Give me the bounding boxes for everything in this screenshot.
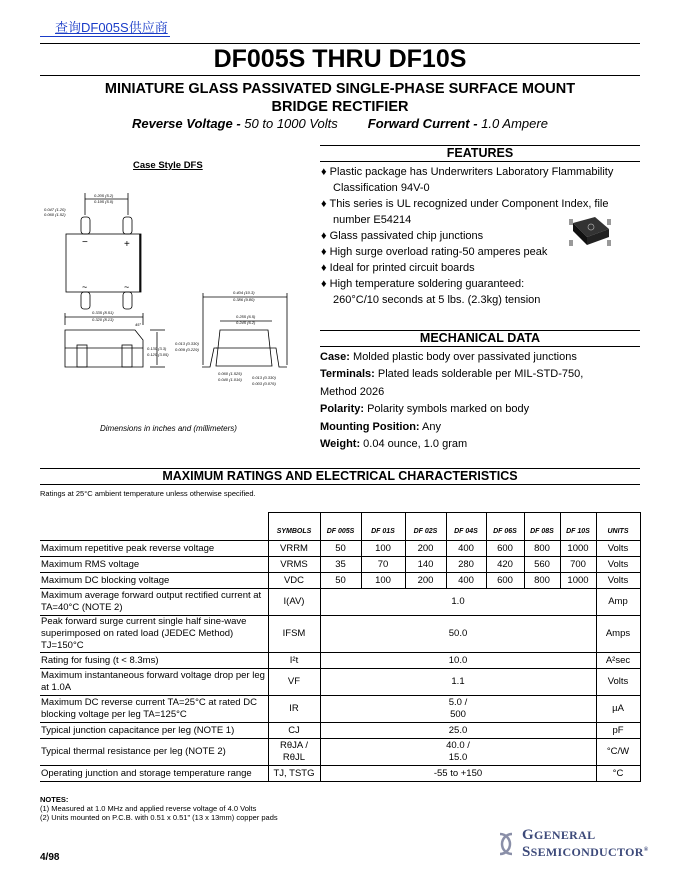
cell-text: 10.0 <box>448 654 468 666</box>
cell-text: 200 <box>417 574 434 586</box>
table-cell <box>446 557 486 573</box>
table-cell <box>40 723 268 739</box>
table-cell <box>40 589 268 616</box>
table-row <box>40 696 640 723</box>
dim-text: 0.335 (8.51) <box>92 310 114 315</box>
col-symbols: SYMBOLS <box>268 513 320 541</box>
ac-terminal: ~ <box>124 282 130 292</box>
table-cell <box>268 723 320 739</box>
table-cell <box>361 541 405 557</box>
feature-item: ♦ Glass passivated chip junctions <box>321 230 484 242</box>
cell-text: 40.0 / 15.0 <box>446 740 470 763</box>
cell-text: I(AV) <box>283 596 305 607</box>
table-cell <box>320 557 361 573</box>
cell-text: Maximum average forward output rectified current at TA=40°C (NOTE 2) <box>41 590 262 613</box>
table-cell <box>320 723 596 739</box>
ratings-table <box>40 512 641 782</box>
mech-item: Polarity: Polarity symbols marked on body <box>320 403 530 416</box>
table-cell <box>268 653 320 669</box>
dim-text: 0.130 (3.3) <box>147 346 167 351</box>
cell-text: Maximum repetitive peak reverse voltage <box>41 542 215 554</box>
table-cell <box>40 573 268 589</box>
table-cell <box>40 766 268 782</box>
table-cell <box>268 766 320 782</box>
cell-text: Maximum DC blocking voltage <box>41 574 170 586</box>
reverse-voltage-label: Reverse Voltage - <box>132 116 241 131</box>
dim-text: 0.003 (0.076) <box>252 381 276 386</box>
cell-text: I²t <box>289 654 299 666</box>
cell-text: Maximum instantaneous forward voltage drop per leg at 1.0A <box>41 670 265 693</box>
table-cell <box>268 573 320 589</box>
table-cell <box>596 573 640 589</box>
cell-text: IR <box>289 703 299 714</box>
table-row <box>40 573 640 589</box>
cell-text: 50 <box>335 542 346 554</box>
cell-text: °C <box>612 767 624 779</box>
table-row <box>40 739 640 766</box>
cell-text: 560 <box>534 558 550 570</box>
table-cell <box>268 739 320 766</box>
cell-text: µA <box>612 703 624 714</box>
dim-text: 0.255 (6.5) <box>236 314 256 319</box>
table-row <box>40 766 640 782</box>
subtitle-line-1: MINIATURE GLASS PASSIVATED SINGLE-PHASE SURFACE MOUNT <box>104 81 576 97</box>
package-photo <box>565 215 615 250</box>
company-logo-icon <box>490 828 522 860</box>
cell-text: VF <box>287 676 301 687</box>
cell-text: Volts <box>607 542 629 554</box>
minus-terminal: − <box>82 237 88 248</box>
table-cell <box>40 557 268 573</box>
table-cell <box>524 541 560 557</box>
cell-text: 1.1 <box>451 676 465 687</box>
table-cell <box>560 573 596 589</box>
dim-text: 0.195 (5.0) <box>94 199 114 204</box>
note-item: (1) Measured at 1.0 MHz and applied reverse voltage of 4.0 Volts <box>40 804 257 813</box>
cell-text: 1.0 <box>451 596 465 607</box>
supplier-link[interactable]: 查询DF005S供应商 <box>55 20 168 35</box>
cell-text: 140 <box>417 558 434 570</box>
table-cell <box>560 557 596 573</box>
package-outline-diagram <box>40 185 305 410</box>
link-underline <box>40 36 170 37</box>
cell-text: Amps <box>605 628 631 639</box>
dim-text: 0.205 (5.2) <box>94 193 114 198</box>
table-cell <box>361 573 405 589</box>
table-cell <box>268 669 320 696</box>
notes: NOTES: (1) Measured at 1.0 MHz and applied reverse voltage of 4.0 Volts (2) Units mounted on P.C.B. with 0.51 x 0.51" (13 x 13mm) copper pads <box>40 795 278 822</box>
table-cell <box>320 541 361 557</box>
table-cell <box>596 669 640 696</box>
table-row <box>40 669 640 696</box>
cell-text: 100 <box>375 574 391 586</box>
page-title: DF005S THRU DF10S <box>40 43 640 76</box>
cell-text: VDC <box>283 574 305 586</box>
cell-text: Volts <box>607 574 629 586</box>
cell-text: 50.0 <box>448 628 468 639</box>
table-cell <box>524 557 560 573</box>
dim-text: 0.047 (1.20) <box>44 207 66 212</box>
dimensions-caption: Dimensions in inches and (millimeters) <box>100 424 237 433</box>
table-cell <box>320 616 596 653</box>
table-cell <box>596 766 640 782</box>
table-cell <box>524 573 560 589</box>
table-cell <box>268 696 320 723</box>
table-cell <box>596 739 640 766</box>
cell-text: 800 <box>534 574 550 586</box>
table-cell <box>486 557 524 573</box>
ratings-heading: MAXIMUM RATINGS AND ELECTRICAL CHARACTERISTICS <box>40 468 640 485</box>
cell-text: Amp <box>608 596 628 607</box>
table-cell <box>596 723 640 739</box>
cell-text: 35 <box>335 558 346 570</box>
table-header-row <box>40 513 640 541</box>
cell-text: 600 <box>497 574 513 586</box>
table-cell <box>268 541 320 557</box>
table-cell <box>405 541 446 557</box>
cell-text: RθJA / RθJL <box>280 740 308 763</box>
table-cell <box>596 541 640 557</box>
cell-text: 400 <box>458 542 474 554</box>
col-part: DF 10S <box>560 513 596 541</box>
dim-text: 0.386 (9.80) <box>233 297 255 302</box>
table-cell <box>40 696 268 723</box>
forward-current-label: Forward Current - <box>367 116 478 131</box>
col-part: DF 02S <box>405 513 446 541</box>
table-cell <box>40 541 268 557</box>
col-part: DF 01S <box>361 513 405 541</box>
table-cell <box>596 589 640 616</box>
table-cell <box>268 557 320 573</box>
col-part: DF 005S <box>320 513 361 541</box>
table-cell <box>560 541 596 557</box>
table-cell <box>486 541 524 557</box>
table-cell <box>40 616 268 653</box>
table-row <box>40 541 640 557</box>
cell-text: Maximum DC reverse current TA=25°C at rated DC blocking voltage per leg TA=125°C <box>41 697 257 720</box>
table-cell <box>405 573 446 589</box>
ratings-note: Ratings at 25°C ambient temperature unless otherwise specified. <box>40 489 256 498</box>
mech-item: Mounting Position: Any <box>320 420 441 433</box>
ac-terminal: ~ <box>82 282 88 292</box>
table-cell <box>320 589 596 616</box>
cell-text: 25.0 <box>448 724 468 736</box>
cell-text: Typical thermal resistance per leg (NOTE 2) <box>41 746 226 757</box>
table-cell <box>268 616 320 653</box>
table-cell <box>320 739 596 766</box>
table-cell <box>320 696 596 723</box>
cell-text: 800 <box>534 542 550 554</box>
features-heading: FEATURES <box>320 145 640 162</box>
table-cell <box>320 766 596 782</box>
table-row <box>40 589 640 616</box>
dim-text: 0.404 (10.3) <box>233 290 255 295</box>
feature-item: ♦ Plastic package has Underwriters Laboratory Flammability Classification 94V-0 <box>321 166 614 194</box>
table-cell <box>596 557 640 573</box>
company-logo: GGENERAL SSEMICONDUCTOR® <box>522 827 649 860</box>
table-cell <box>596 696 640 723</box>
feature-item: ♦ This series is UL recognized under Component Index, file number E54214 <box>321 198 609 226</box>
cell-text: Volts <box>607 558 629 570</box>
note-item: (2) Units mounted on P.C.B. with 0.51 x 0.51" (13 x 13mm) copper pads <box>40 813 278 822</box>
col-part: DF 06S <box>486 513 524 541</box>
table-cell <box>596 653 640 669</box>
cell-text: 1000 <box>567 574 589 586</box>
dim-text: 0.120 (3.05) <box>147 352 169 357</box>
cell-text: Typical junction capacitance per leg (NOTE 1) <box>41 724 235 736</box>
table-row <box>40 557 640 573</box>
table-row <box>40 723 640 739</box>
dim-text: 0.320 (8.13) <box>92 317 114 322</box>
mech-item: Weight: 0.04 ounce, 1.0 gram <box>320 438 468 451</box>
table-row <box>40 653 640 669</box>
cell-text: 1000 <box>567 542 589 554</box>
cell-text: 100 <box>375 542 391 554</box>
table-cell <box>40 653 268 669</box>
table-cell <box>320 669 596 696</box>
dim-text: 0.040 (1.016) <box>218 377 242 382</box>
cell-text: Maximum RMS voltage <box>41 558 140 570</box>
cell-text: 700 <box>570 558 586 570</box>
feature-item: ♦ Ideal for printed circuit boards <box>321 262 475 274</box>
table-row <box>40 616 640 653</box>
cell-text: A²sec <box>605 654 631 666</box>
table-cell <box>405 557 446 573</box>
dim-text: 0.060 (1.525) <box>218 371 242 376</box>
table-cell <box>446 541 486 557</box>
cell-text: pF <box>612 724 624 736</box>
mechanical-heading: MECHANICAL DATA <box>320 330 640 347</box>
mech-item: Terminals: Plated leads solderable per MIL-STD-750, Method 2026 <box>320 368 584 398</box>
mech-item: Case: Molded plastic body over passivated junctions <box>320 351 577 363</box>
col-units: UNITS <box>596 513 640 541</box>
cell-text: IFSM <box>282 628 306 639</box>
cell-text: 70 <box>377 558 389 570</box>
mechanical-list <box>320 349 640 453</box>
dim-text: 0.245 (6.2) <box>236 320 256 325</box>
table-cell <box>320 653 596 669</box>
cell-text: 200 <box>417 542 434 554</box>
col-part: DF 08S <box>524 513 560 541</box>
cell-text: 400 <box>458 574 474 586</box>
cell-text: -55 to +150 <box>433 767 483 779</box>
cell-text: 280 <box>458 558 474 570</box>
dim-text: 0.009 (0.229) <box>175 347 199 352</box>
cell-text: VRRM <box>280 542 308 554</box>
cell-text: Rating for fusing (t < 8.3ms) <box>41 654 159 666</box>
cell-text: 420 <box>497 558 513 570</box>
feature-item: ♦ High surge overload rating-50 amperes peak <box>321 246 548 258</box>
subtitle-line-2: BRIDGE RECTIFIER <box>271 99 409 115</box>
cell-text: VRMS <box>280 558 308 570</box>
case-style-label: Case Style DFS <box>133 160 203 171</box>
table-cell <box>446 573 486 589</box>
cell-text: CJ <box>288 724 300 736</box>
table-cell <box>40 669 268 696</box>
plus-terminal: + <box>124 239 130 250</box>
cell-text: TJ, TSTG <box>273 767 315 779</box>
dim-text: 0.060 (1.52) <box>44 212 66 217</box>
cell-text: Operating junction and storage temperature range <box>41 767 252 779</box>
cell-text: °C/W <box>606 746 630 757</box>
table-cell <box>486 573 524 589</box>
dim-text: 0.013 (0.330) <box>175 341 199 346</box>
cell-text: 5.0 / 500 <box>448 697 468 720</box>
forward-current-value: 1.0 Ampere <box>481 116 548 131</box>
revision-date: 4/98 <box>40 852 60 863</box>
table-cell <box>361 557 405 573</box>
cell-text: Volts <box>607 676 629 687</box>
table-cell <box>40 739 268 766</box>
table-cell <box>268 589 320 616</box>
col-part: DF 04S <box>446 513 486 541</box>
subtitle <box>40 80 640 116</box>
rating-summary <box>40 116 640 131</box>
feature-item: ♦ High temperature soldering guaranteed: 260°C/10 seconds at 5 lbs. (2.3kg) tension <box>321 278 541 306</box>
table-cell <box>320 573 361 589</box>
reverse-voltage-value: 50 to 1000 Volts <box>244 116 338 131</box>
dim-text: 45° <box>135 322 142 327</box>
cell-text: Peak forward surge current single half sine-wave superimposed on rated load (JEDEC Method) TJ=150°C <box>41 616 247 651</box>
dim-text: 0.013 (0.330) <box>252 375 276 380</box>
table-cell <box>596 616 640 653</box>
cell-text: 600 <box>497 542 513 554</box>
cell-text: 50 <box>335 574 346 586</box>
